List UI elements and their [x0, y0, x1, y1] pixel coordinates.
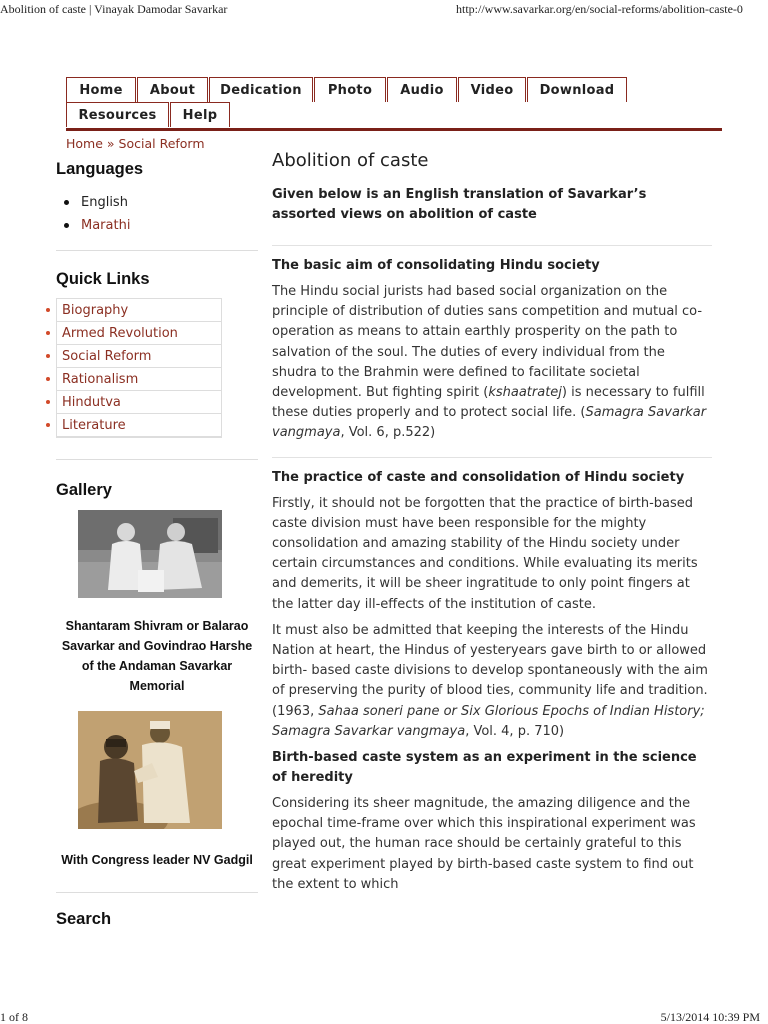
- nav-tab-download[interactable]: Download: [527, 77, 627, 102]
- quick-link-label[interactable]: Social Reform: [62, 348, 152, 364]
- paragraph-italic: kshaatratej: [488, 385, 562, 401]
- nav-underline-bar: [66, 128, 722, 131]
- gallery-photo-2[interactable]: [78, 711, 222, 829]
- sidebar-divider: [56, 459, 258, 460]
- quick-link-label[interactable]: Armed Revolution: [62, 325, 178, 341]
- paragraph-text: , Vol. 4, p. 710): [465, 723, 565, 739]
- nav-tab-dedication[interactable]: Dedication: [209, 77, 313, 102]
- quick-link-label[interactable]: Rationalism: [62, 371, 139, 387]
- breadcrumb-current-link[interactable]: Social Reform: [118, 136, 205, 151]
- bullet-icon: [46, 400, 50, 404]
- nav-row-secondary: [66, 102, 646, 127]
- main-content: [272, 150, 712, 895]
- paragraph-italic: Samagra Savarkar vangmaya: [272, 405, 707, 441]
- bullet-icon: [64, 223, 69, 228]
- nav-tab-photo[interactable]: Photo: [314, 77, 386, 102]
- breadcrumb-separator: »: [102, 136, 119, 151]
- page-title: Abolition of caste: [272, 150, 429, 171]
- breadcrumb-home-link[interactable]: Home: [66, 136, 103, 151]
- gallery-heading: Gallery: [56, 481, 112, 499]
- print-page-number: 1 of 8: [0, 1010, 28, 1024]
- quick-links-heading: Quick Links: [56, 270, 150, 288]
- bullet-icon: [46, 354, 50, 358]
- language-item-english: [64, 191, 258, 214]
- nav-tab-audio[interactable]: Audio: [387, 77, 457, 102]
- quick-link-label[interactable]: Biography: [62, 302, 129, 318]
- language-label: English: [81, 195, 128, 210]
- quick-link-social-reform[interactable]: [57, 345, 221, 368]
- section-paragraph-practice-1: Firstly, it should not be forgotten that the practice of birth-based caste division must have been responsible for the mighty consolidation and amazing stability of the Hindu society under certain circumstances and conditions. While evaluating its merits and demerits, it will be sheer ingratitude to only point fingers at the latter day ill-effects of the institution of caste.: [272, 495, 698, 612]
- nav-row-primary: [66, 77, 646, 102]
- quick-link-label[interactable]: Literature: [62, 417, 126, 433]
- section-paragraph-heredity: Considering its sheer magnitude, the amazing diligence and the epochal time-frame over which this inspirational experiment was played out, the human race should be certainly grateful to this great experiment played by birth-based caste system to find out the extent to which: [272, 796, 696, 892]
- sidebar-divider: [56, 892, 258, 893]
- intro-text: Given below is an English translation of Savarkar’s assorted views on abolition of caste: [272, 187, 647, 222]
- content-divider: [272, 457, 712, 458]
- gallery-photo-1[interactable]: [78, 510, 222, 598]
- section-heading-heredity-experiment: Birth-based caste system as an experiment in the science of heredity: [272, 750, 697, 786]
- print-page-title: Abolition of caste | Vinayak Damodar Savarkar: [0, 2, 228, 16]
- sidebar-divider: [56, 250, 258, 251]
- section-heading-basic-aim: The basic aim of consolidating Hindu society: [272, 258, 600, 273]
- print-header: [0, 0, 768, 20]
- nav-tab-about[interactable]: About: [137, 77, 208, 102]
- bullet-icon: [46, 331, 50, 335]
- section-heading-practice-of-caste: The practice of caste and consolidation of Hindu society: [272, 469, 685, 485]
- nav-tab-resources[interactable]: Resources: [66, 102, 169, 127]
- nav-tab-help[interactable]: Help: [170, 102, 230, 127]
- quick-link-armed-revolution[interactable]: [57, 322, 221, 345]
- gallery-caption-2: With Congress leader NV Gadgil: [61, 853, 253, 867]
- content-divider: [272, 245, 712, 246]
- language-item-marathi[interactable]: [64, 214, 258, 237]
- paragraph-text: It must also be admitted that keeping the interests of the Hindu Nation at heart, the Hindus of yesteryears gave birth to or allowed birth- based caste divisions to develop spontaneously with the aim of preserving the purity of blood ties, community life and tradition. (1963,: [272, 622, 708, 719]
- quick-link-rationalism[interactable]: [57, 368, 221, 391]
- bullet-icon: [46, 308, 50, 312]
- gallery-photo-2-image: [78, 711, 222, 829]
- paragraph-text: The Hindu social jurists had based social organization on the principle of distribution of duties sans competition and mutual co-operation as means to attain earthly prosperity on the path to salvation of the soul. The duties of every individual from the shudra to the Brahmin were defined to facilitate societal development. But fighting spirit (: [272, 284, 703, 401]
- bullet-icon: [64, 200, 69, 205]
- languages-list: [64, 191, 258, 237]
- language-label[interactable]: Marathi: [81, 218, 131, 233]
- paragraph-italic: Sahaa soneri pane or Six Glorious Epochs of Indian History; Samagra Savarkar vangmaya: [272, 703, 705, 739]
- section-paragraph-practice-2: [272, 621, 712, 742]
- quick-link-literature[interactable]: [57, 414, 221, 437]
- quick-links-list: [56, 298, 222, 438]
- paragraph-text: ) is necessary to fulfill these duties properly and to protect social life. (: [272, 385, 705, 421]
- bullet-icon: [46, 423, 50, 427]
- nav-tab-home[interactable]: Home: [66, 77, 136, 102]
- quick-link-label[interactable]: Hindutva: [62, 394, 121, 410]
- sidebar: [56, 160, 258, 929]
- print-page-url: http://www.savarkar.org/en/social-reforms/abolition-caste-0: [456, 2, 743, 16]
- search-heading: Search: [56, 910, 112, 928]
- print-footer: [0, 1010, 768, 1024]
- quick-link-hindutva[interactable]: [57, 391, 221, 414]
- main-nav: [66, 77, 646, 127]
- section-paragraph-basic-aim: [272, 282, 712, 444]
- breadcrumb: [66, 136, 205, 151]
- gallery-caption-1: Shantaram Shivram or Balarao Savarkar and Govindrao Harshe of the Andaman Savarkar Memorial: [61, 619, 253, 693]
- gallery-photo-1-image: [78, 510, 222, 598]
- languages-heading: Languages: [56, 160, 144, 178]
- print-datetime: 5/13/2014 10:39 PM: [660, 1010, 760, 1024]
- bullet-icon: [46, 377, 50, 381]
- quick-link-biography[interactable]: [57, 299, 221, 322]
- nav-tab-video[interactable]: Video: [458, 77, 526, 102]
- paragraph-text: , Vol. 6, p.522): [340, 425, 436, 441]
